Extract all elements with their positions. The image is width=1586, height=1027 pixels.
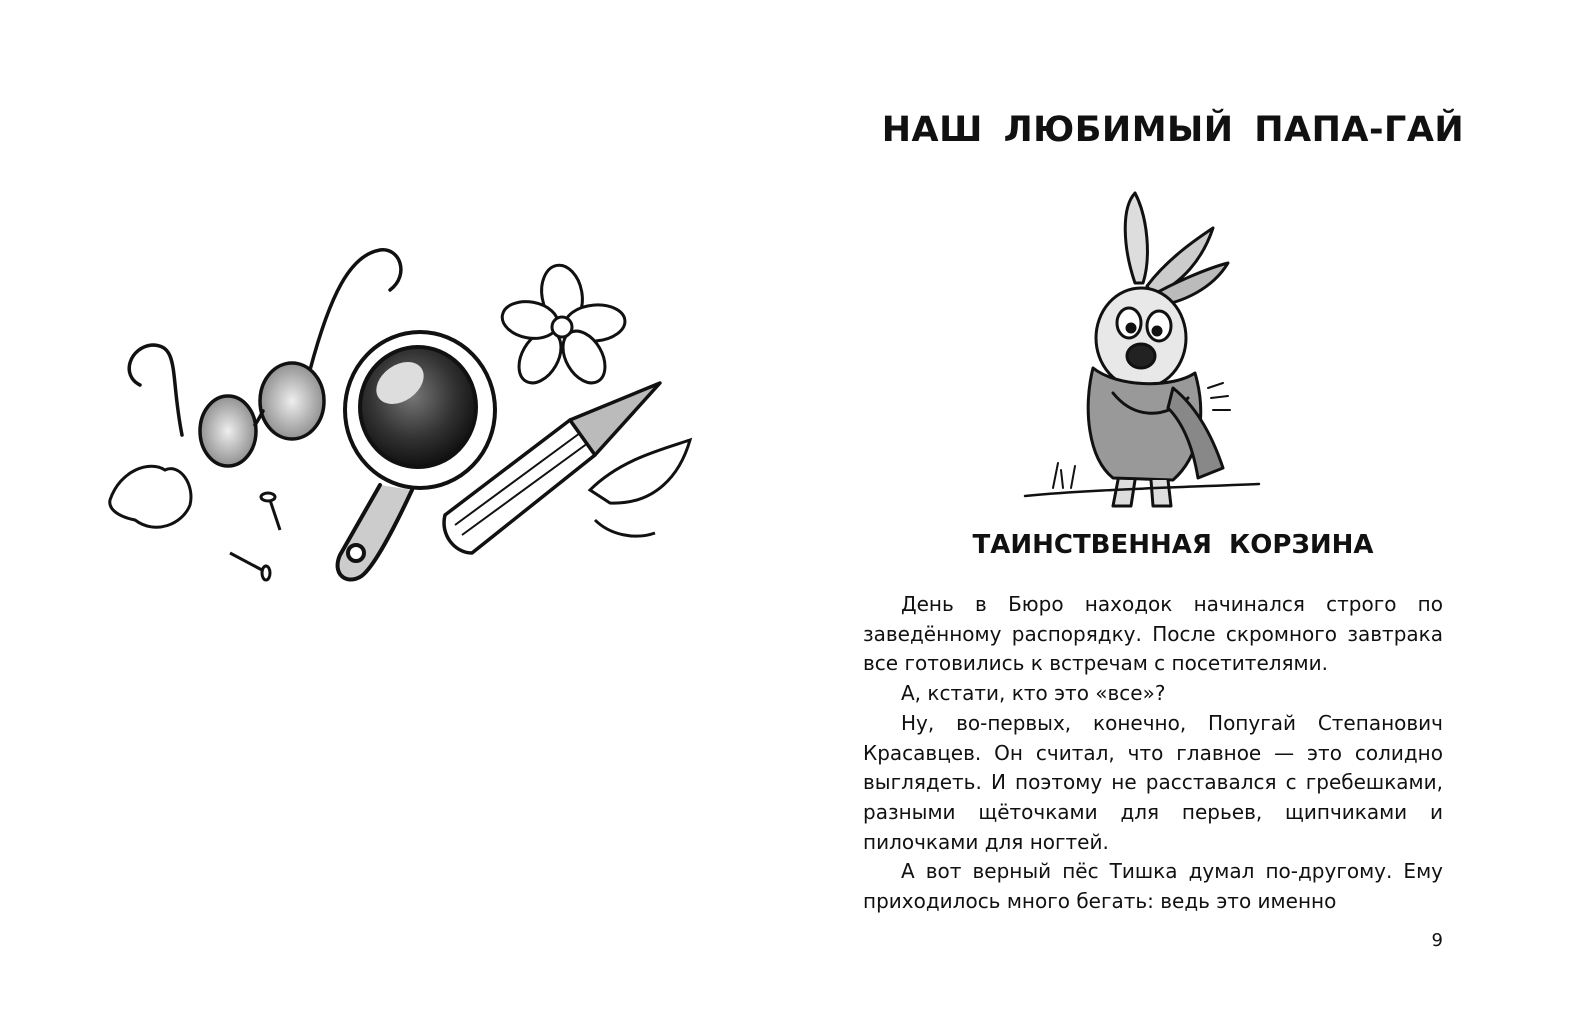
parrot-in-scarf-icon	[1023, 188, 1263, 513]
left-illustration	[100, 235, 710, 595]
flower-icon	[499, 262, 626, 390]
page-number: 9	[1431, 930, 1443, 951]
paragraph: А, кстати, кто это «все»?	[901, 681, 1166, 706]
body-text	[863, 590, 1443, 917]
nail-icon	[230, 493, 280, 580]
paragraph: А вот верный пёс Тишка думал по-другому. Ему приходилось много бегать: ведь это именно	[863, 859, 1443, 914]
paragraph: Ну, во-первых, конечно, Попугай Степанович Красавцев. Он считал, что главное — это солидно выглядеть. И поэтому не расставался с гребешками, разными щёточками для перьев, щипчиками и пилочками для ногтей.	[863, 710, 1443, 854]
right-page	[793, 0, 1586, 1027]
chapter-title: НАШ ЛЮБИМЫЙ ПАПА-ГАЙ	[881, 110, 1465, 150]
paragraph: День в Бюро находок начинался строго по заведённому распорядку. После скромного завтрака все готовились к встречам с посетителями.	[863, 592, 1443, 676]
section-title: ТАИНСТВЕННАЯ КОРЗИНА	[972, 530, 1374, 560]
